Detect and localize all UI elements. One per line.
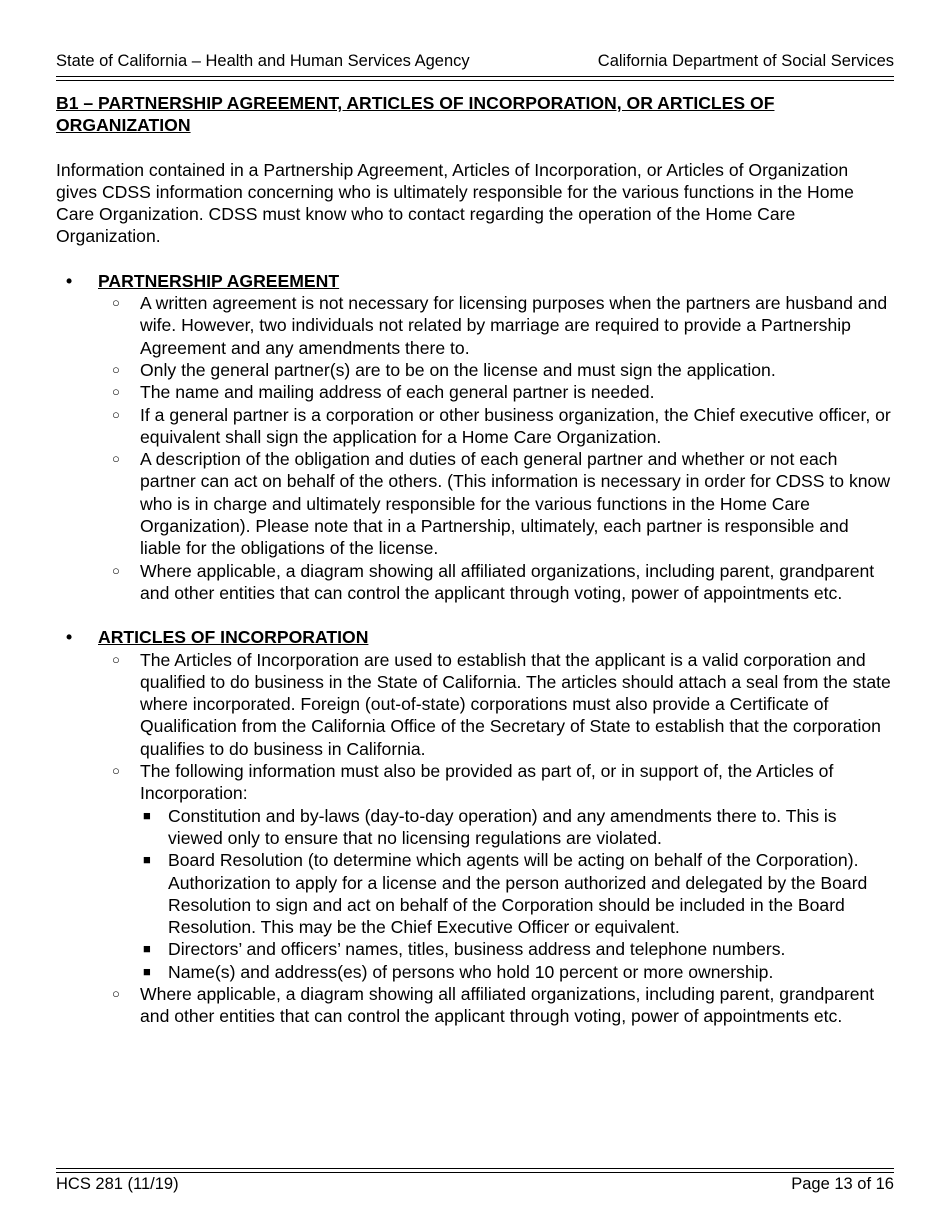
list-item-text: Where applicable, a diagram showing all affiliated organizations, including parent, grandparent and other entities that can control the applicant through voting, power of appointments etc.	[140, 983, 875, 1027]
list-item	[98, 381, 894, 403]
list-item-text: The following information must also be provided as part of, or in support of, the Articles of Incorporation:	[140, 761, 834, 804]
list-item-text: Constitution and by-laws (day-to-day operation) and any amendments there to. This is viewed only to ensure that no licensing regulations are violated.	[168, 805, 837, 848]
list-item	[140, 849, 894, 938]
list-item-text: A description of the obligation and duties of each general partner and whether or not each partner can act on behalf of the others. (This information is necessary in order for CDSS to know who is in charge and ultimately responsible for the various functions in the Home Care Organization). Please note that in a Partnership, ultimately, each partner is responsible and liable for the obligations of the license.	[140, 449, 891, 559]
circle-bullet-icon: ○	[112, 985, 120, 1001]
footer-divider	[56, 1168, 894, 1173]
page-number: Page 13 of 16	[791, 1175, 894, 1193]
square-bullet-icon: ■	[143, 963, 151, 979]
list-item	[98, 292, 894, 359]
list-item-text: Directors’ and officers’ names, titles, business address and telephone numbers.	[168, 939, 786, 960]
list-item	[98, 760, 894, 983]
header-divider	[56, 76, 894, 81]
circle-bullet-icon: ○	[112, 763, 120, 779]
square-bullet-icon: ■	[143, 941, 151, 957]
form-number: HCS 281 (11/19)	[56, 1175, 179, 1193]
intro-paragraph: Information contained in a Partnership Agreement, Articles of Incorporation, or Articles of Organization gives CDSS information concerning who is ultimately responsible for the various functions in the Home Care Organization. CDSS must know who to contact regarding the operation of the Home Care Organization.	[56, 159, 854, 247]
list-item-text: Name(s) and address(es) of persons who hold 10 percent or more ownership.	[168, 961, 774, 982]
list-item	[140, 938, 894, 960]
list-item-text: The name and mailing address of each general partner is needed.	[140, 382, 655, 403]
page-header	[56, 52, 894, 74]
header-agency: State of California – Health and Human Services Agency	[56, 52, 470, 70]
list-item	[140, 961, 894, 983]
list-item	[98, 983, 894, 1028]
list-item-text: Where applicable, a diagram showing all affiliated organizations, including parent, grandparent and other entities that can control the applicant through voting, power of appointments etc.	[140, 560, 875, 603]
list-item	[98, 404, 894, 449]
list-item-text: Board Resolution (to determine which agents will be acting on behalf of the Corporation). Authorization to apply for a license and the person authorized and delegated by the Board Resolution to sign and act on behalf of the Corporation should be included in the Board Resolution. This may be the Chief Executive Officer or equivalent.	[168, 850, 868, 938]
square-bullet-icon: ■	[143, 807, 151, 823]
bullet-icon: •	[66, 270, 73, 291]
list-item	[98, 649, 894, 760]
list-item	[98, 359, 894, 381]
bullet-icon: •	[66, 627, 73, 648]
incorporation-section	[56, 626, 894, 1027]
list-item-text: A written agreement is not necessary for licensing purposes when the partners are husband and wife. However, two individuals not related by marriage are required to provide a Partnership Agreement and any amendments there to.	[140, 293, 888, 358]
circle-bullet-icon: ○	[112, 406, 120, 422]
partnership-list	[98, 292, 894, 604]
square-bullet-icon: ■	[143, 852, 151, 868]
list-item-text: If a general partner is a corporation or other business organization, the Chief executive officer, or equivalent shall sign the application for a Home Care Organization.	[140, 404, 891, 447]
circle-bullet-icon: ○	[112, 295, 120, 311]
bullet-list	[56, 270, 894, 1028]
list-item	[98, 560, 894, 605]
circle-bullet-icon: ○	[112, 451, 120, 467]
header-department: California Department of Social Services	[597, 52, 894, 70]
circle-bullet-icon: ○	[112, 361, 120, 377]
list-item	[98, 448, 894, 559]
incorporation-list	[98, 649, 894, 1028]
partnership-heading: PARTNERSHIP AGREEMENT	[98, 270, 340, 291]
document-body	[56, 92, 894, 1028]
page-footer	[56, 1175, 894, 1197]
list-item-text: Only the general partner(s) are to be on the license and must sign the application.	[140, 359, 776, 380]
circle-bullet-icon: ○	[112, 651, 120, 667]
incorporation-heading: ARTICLES OF INCORPORATION	[98, 627, 369, 648]
section-title: B1 – PARTNERSHIP AGREEMENT, ARTICLES OF INCORPORATION, OR ARTICLES OF ORGANIZATION	[56, 93, 775, 136]
list-item-text: The Articles of Incorporation are used to establish that the applicant is a valid corporation and qualified to do business in the State of California. The articles should attach a seal from the state where incorporated. Foreign (out-of-state) corporations must also provide a Certificate of Qualification from the California Office of the Secretary of State to establish that the corporation qualifies to do business in California.	[140, 649, 891, 759]
partnership-section	[56, 270, 894, 604]
circle-bullet-icon: ○	[112, 562, 120, 578]
support-list	[140, 805, 894, 983]
circle-bullet-icon: ○	[112, 384, 120, 400]
list-item	[140, 805, 894, 850]
